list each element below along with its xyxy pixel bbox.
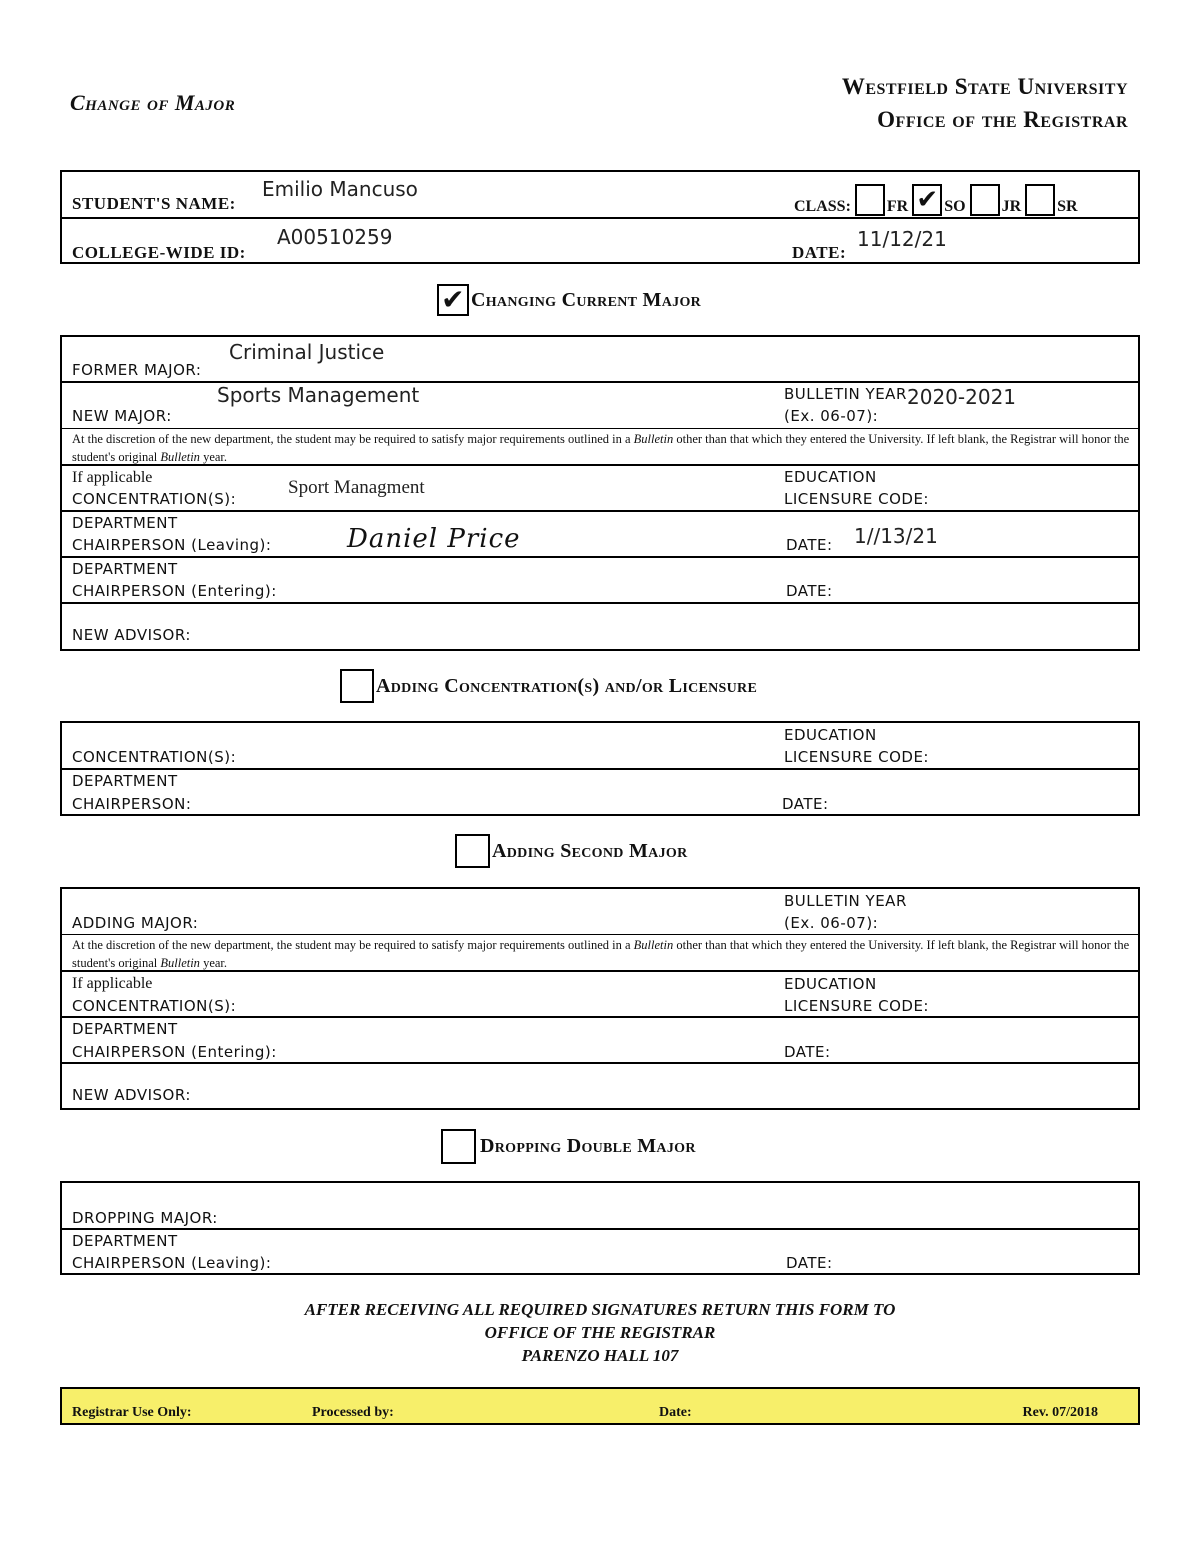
college-id-field[interactable]: A00510259 (277, 225, 393, 249)
if-applicable-label: If applicable (72, 469, 153, 486)
chair-leaving-label: CHAIRPERSON (Leaving): (72, 536, 272, 554)
class-label: CLASS: (794, 198, 851, 215)
adding-second-major-checkbox[interactable] (455, 834, 490, 868)
adding-major-label: ADDING MAJOR: (72, 914, 199, 932)
concentration-row (62, 466, 1138, 512)
class-selector (792, 182, 1082, 216)
registrar-use-only-label: Registrar Use Only: (72, 1405, 192, 1420)
return-office: OFFICE OF THE REGISTRAR (484, 1323, 716, 1342)
second-department-label: DEPARTMENT (72, 1020, 178, 1038)
add-concentration-label: CONCENTRATION(S): (72, 748, 237, 766)
add-chair-date-label: DATE: (782, 795, 829, 813)
concentration-field[interactable]: Sport Managment (288, 477, 425, 498)
office-name: Office of the Registrar (877, 107, 1128, 132)
second-advisor-label: NEW ADVISOR: (72, 1086, 191, 1104)
second-concentration-row (62, 972, 1138, 1018)
return-location: PARENZO HALL 107 (521, 1346, 679, 1365)
bulletin-example: (Ex. 06-07): (784, 407, 879, 425)
new-major-label: NEW MAJOR: (72, 407, 172, 425)
second-if-applicable-label: If applicable (72, 975, 153, 992)
student-name-field[interactable]: Emilio Mancuso (262, 177, 418, 201)
chair-leaving-date-field[interactable]: 1//13/21 (854, 524, 938, 548)
college-id-label: COLLEGE-WIDE ID: (72, 243, 246, 262)
adding-concentration-checkbox[interactable] (340, 669, 374, 703)
dropping-double-major-checkbox[interactable] (441, 1129, 476, 1164)
chair-leaving-row (62, 512, 1138, 558)
class-checkbox-so[interactable]: ✔ (912, 184, 942, 216)
new-major-field[interactable]: Sports Management (217, 383, 420, 407)
add-education-label: EDUCATION (784, 726, 877, 744)
adding-second-major-title: Adding Second Major (492, 839, 688, 862)
chair-entering-date-label: DATE: (786, 582, 833, 600)
new-advisor-label: NEW ADVISOR: (72, 626, 191, 644)
chair-entering-label: CHAIRPERSON (Entering): (72, 582, 277, 600)
changing-major-heading (437, 284, 701, 316)
student-id-row (62, 219, 1138, 264)
second-bulletin-note: At the discretion of the new department, the student may be required to satisfy major requirements outlined in a Bulletin other than that which they entered the University. If left blank, the Registrar will honor the student's original Bulletin year. (72, 938, 1130, 970)
second-licensure-code-label: LICENSURE CODE: (784, 997, 929, 1015)
second-advisor-row (62, 1064, 1138, 1108)
second-chair-entering-label: CHAIRPERSON (Entering): (72, 1043, 277, 1061)
class-checkbox-sr[interactable] (1025, 184, 1055, 216)
student-date-label: DATE: (792, 243, 847, 262)
chair-leaving-signature[interactable]: Daniel Price (347, 524, 521, 554)
bulletin-year-field[interactable]: 2020-2021 (907, 385, 1017, 409)
former-major-field[interactable]: Criminal Justice (229, 340, 385, 364)
second-bulletin-example: (Ex. 06-07): (784, 914, 879, 932)
former-major-label: FORMER MAJOR: (72, 361, 202, 379)
registrar-use-bar (60, 1387, 1140, 1425)
dropping-chair-row (62, 1230, 1138, 1275)
dropping-double-major-title: Dropping Double Major (480, 1135, 696, 1157)
university-name: Westfield State University (841, 74, 1128, 99)
add-chair-row (62, 770, 1138, 816)
education-label: EDUCATION (784, 468, 877, 486)
adding-concentration-title: Adding Concentration(s) and/or Licensure (376, 674, 758, 697)
adding-concentration-box (60, 721, 1140, 816)
bulletin-note: At the discretion of the new department, the student may be required to satisfy major requirements outlined in a Bulletin other than that which they entered the University. If left blank, the Registrar will honor the student's original Bulletin year. (72, 432, 1130, 464)
changing-major-checkbox[interactable]: ✔ (437, 284, 469, 316)
changing-major-title: Changing Current Major (471, 288, 702, 311)
department-label: DEPARTMENT (72, 514, 178, 532)
adding-second-major-box (60, 887, 1140, 1110)
class-option-fr: FR (886, 198, 909, 215)
department-label: DEPARTMENT (72, 560, 178, 578)
class-option-so: SO (944, 198, 966, 215)
concentration-label: CONCENTRATION(S): (72, 490, 237, 508)
student-name-label: STUDENT'S NAME: (72, 194, 236, 213)
dropping-double-major-heading (441, 1129, 696, 1164)
dropping-chair-date-label: DATE: (786, 1254, 833, 1272)
add-chair-label: CHAIRPERSON: (72, 795, 192, 813)
second-bulletin-note-row (62, 935, 1138, 972)
adding-concentration-heading (340, 669, 757, 703)
second-chair-row (62, 1018, 1138, 1064)
class-checkbox-jr[interactable] (970, 184, 1000, 216)
form-title: Change of Major (70, 90, 236, 115)
former-major-row (62, 337, 1138, 383)
add-concentration-row (62, 723, 1138, 770)
second-bulletin-label: BULLETIN YEAR (784, 892, 907, 910)
changing-major-box (60, 335, 1140, 651)
dropping-department-label: DEPARTMENT (72, 1232, 178, 1250)
adding-second-major-heading (455, 834, 687, 868)
processed-by-label: Processed by: (312, 1405, 394, 1420)
second-concentration-label: CONCENTRATION(S): (72, 997, 237, 1015)
adding-major-row (62, 889, 1138, 935)
student-info-box (60, 170, 1140, 264)
student-name-row (62, 172, 1138, 219)
chair-leaving-date-label: DATE: (786, 536, 833, 554)
dropping-major-row (62, 1183, 1138, 1230)
class-checkbox-fr[interactable] (855, 184, 885, 216)
add-department-label: DEPARTMENT (72, 772, 178, 790)
second-chair-date-label: DATE: (784, 1043, 831, 1061)
class-option-jr: JR (1001, 198, 1022, 215)
dropping-major-label: DROPPING MAJOR: (72, 1209, 218, 1227)
dropping-chair-leaving-label: CHAIRPERSON (Leaving): (72, 1254, 272, 1272)
dropping-major-box (60, 1181, 1140, 1275)
revision-label: Rev. 07/2018 (1022, 1405, 1098, 1420)
second-education-label: EDUCATION (784, 975, 877, 993)
advisor-row (62, 604, 1138, 649)
return-instruction: AFTER RECEIVING ALL REQUIRED SIGNATURES RETURN THIS FORM TO (304, 1300, 896, 1319)
class-option-sr: SR (1057, 198, 1078, 215)
student-date-field[interactable]: 11/12/21 (857, 227, 947, 251)
new-major-row (62, 383, 1138, 429)
chair-entering-row (62, 558, 1138, 604)
bulletin-note-row (62, 429, 1138, 466)
bulletin-year-label: BULLETIN YEAR (784, 385, 907, 403)
add-licensure-code-label: LICENSURE CODE: (784, 748, 929, 766)
registrar-date-label: Date: (659, 1405, 692, 1420)
licensure-code-label: LICENSURE CODE: (784, 490, 929, 508)
